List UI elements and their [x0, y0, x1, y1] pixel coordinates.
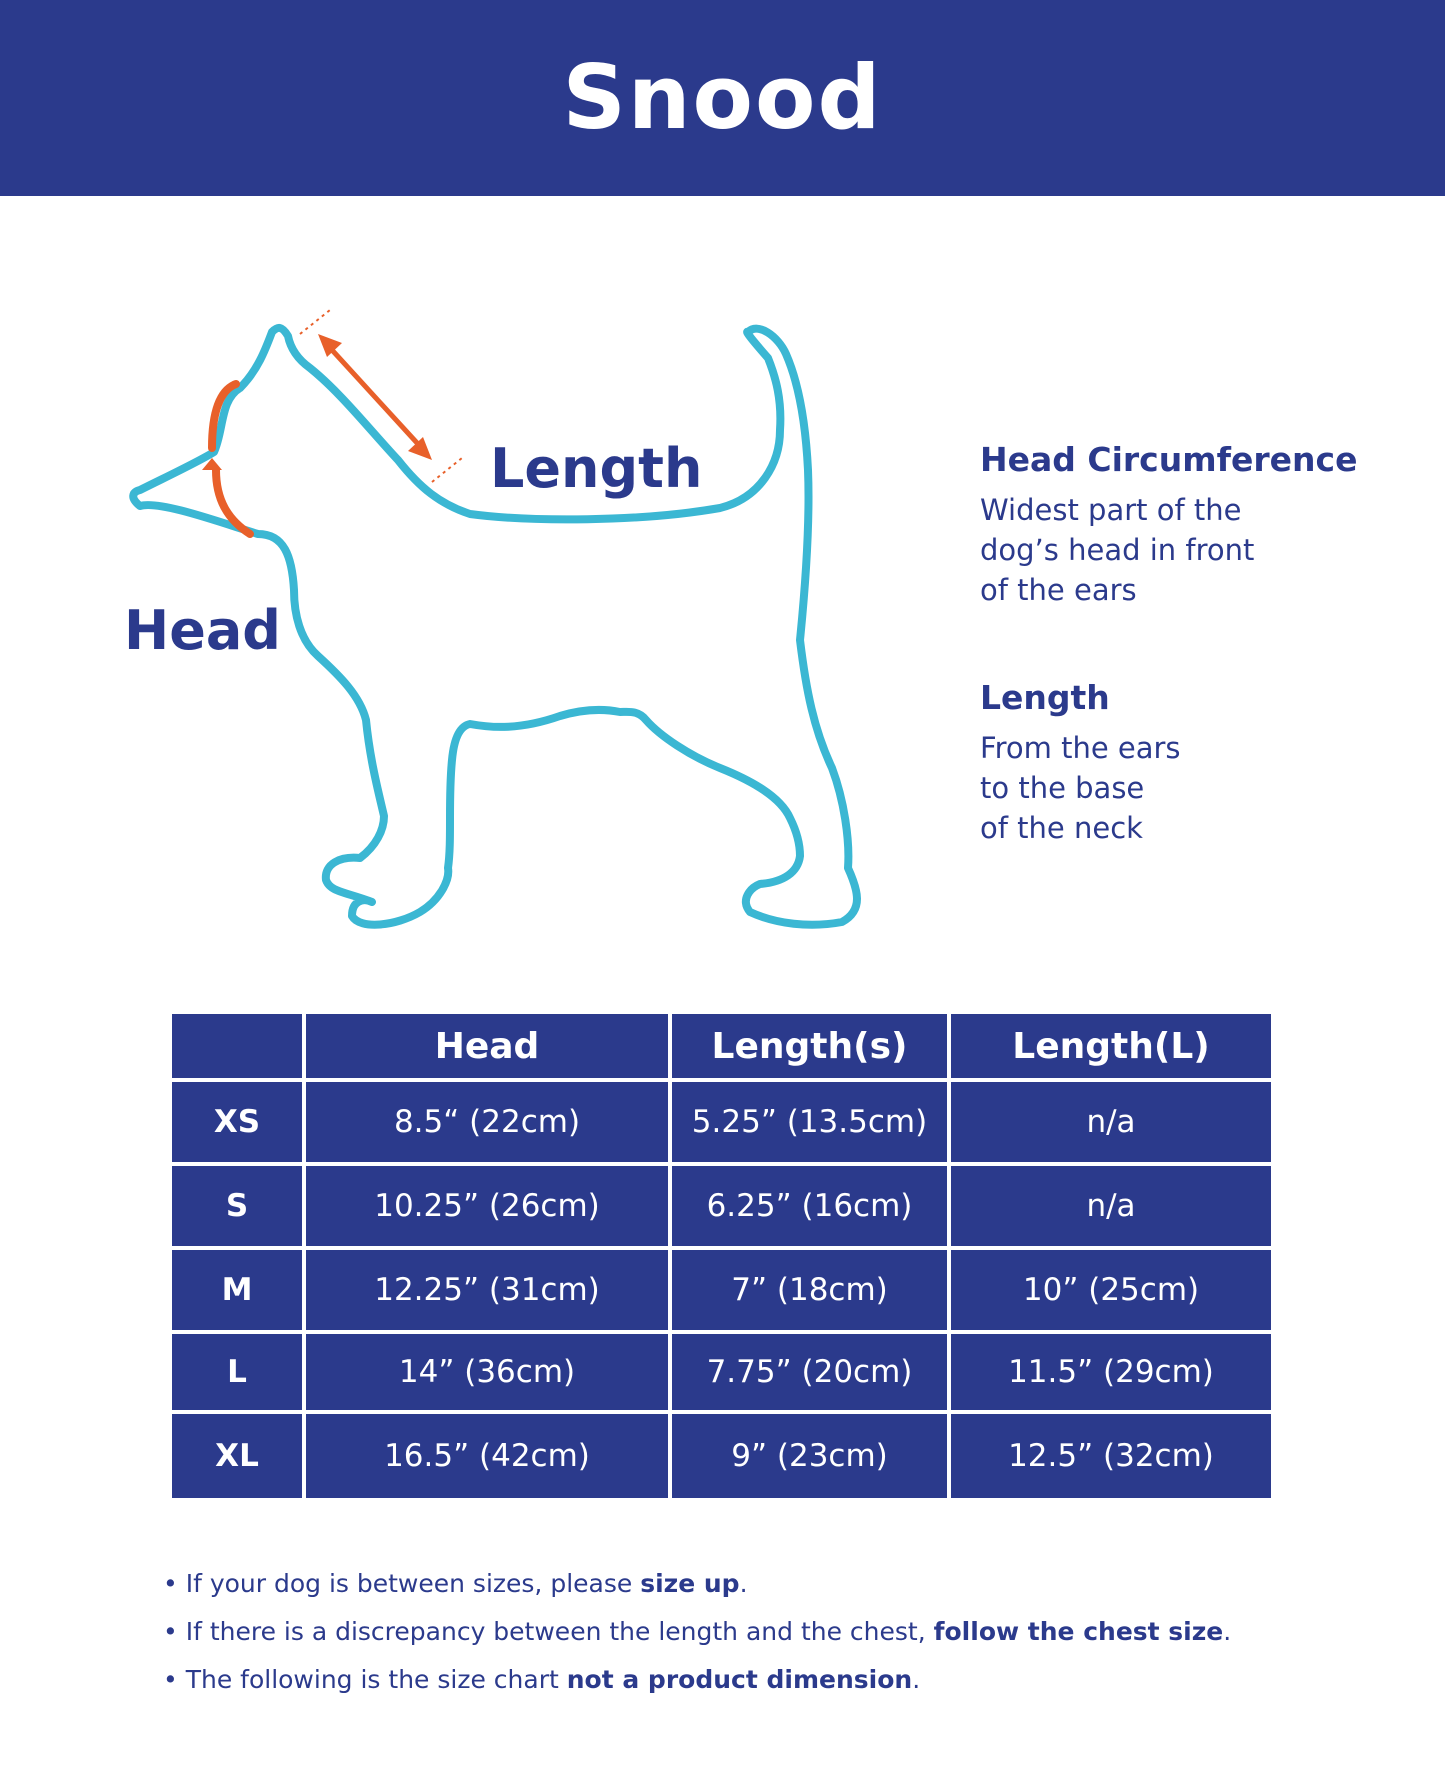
header-size — [172, 1014, 302, 1078]
description-line: to the base — [980, 770, 1145, 805]
table-header-row — [172, 1014, 1271, 1078]
size-cell: S — [172, 1166, 302, 1246]
description-line: dog’s head in front — [980, 532, 1255, 567]
length-l-cell: n/a — [951, 1082, 1271, 1162]
head-cell: 16.5” (42cm) — [306, 1414, 668, 1498]
note-emphasis: not a product dimension — [566, 1665, 913, 1694]
head-circumference-title: Head Circumference — [980, 440, 1358, 479]
length-s-cell: 5.25” (13.5cm) — [672, 1082, 947, 1162]
length-s-cell: 7.75” (20cm) — [672, 1334, 947, 1410]
header-banner — [0, 0, 1445, 196]
note-text: If your dog is between sizes, please — [185, 1569, 641, 1598]
table-row — [172, 1082, 1271, 1162]
note-emphasis: follow the chest size — [933, 1617, 1224, 1646]
head-cell: 10.25” (26cm) — [306, 1166, 668, 1246]
note-suffix: . — [1223, 1617, 1232, 1646]
table-row — [172, 1334, 1271, 1410]
table-row — [172, 1414, 1271, 1498]
length-arrow-icon — [318, 334, 432, 460]
head-cell: 14” (36cm) — [306, 1334, 668, 1410]
page-title: Snood — [562, 46, 883, 149]
size-cell: M — [172, 1250, 302, 1330]
length-description — [980, 678, 1420, 848]
note-emphasis: size up — [640, 1569, 740, 1598]
note-item — [163, 1608, 1231, 1656]
head-cell: 8.5“ (22cm) — [306, 1082, 668, 1162]
description-line: of the ears — [980, 572, 1137, 607]
length-l-cell: 10” (25cm) — [951, 1250, 1271, 1330]
length-title: Length — [980, 678, 1110, 717]
length-l-cell: n/a — [951, 1166, 1271, 1246]
head-cell: 12.25” (31cm) — [306, 1250, 668, 1330]
header-length-s: Length(s) — [672, 1014, 947, 1078]
table-row — [172, 1250, 1271, 1330]
length-label: Length — [490, 437, 703, 500]
header-head: Head — [306, 1014, 668, 1078]
size-cell: L — [172, 1334, 302, 1410]
bullet-icon: • — [163, 1617, 186, 1646]
note-item — [163, 1656, 1231, 1704]
description-line: of the neck — [980, 810, 1143, 845]
length-s-cell: 6.25” (16cm) — [672, 1166, 947, 1246]
note-suffix: . — [739, 1569, 748, 1598]
note-suffix: . — [912, 1665, 921, 1694]
note-text: If there is a discrepancy between the length and the chest, — [185, 1617, 934, 1646]
length-l-cell: 12.5” (32cm) — [951, 1414, 1271, 1498]
head-circumference-description — [980, 440, 1420, 610]
size-chart-table — [168, 1010, 1275, 1502]
length-s-cell: 9” (23cm) — [672, 1414, 947, 1498]
notes-list — [163, 1560, 1231, 1704]
length-s-cell: 7” (18cm) — [672, 1250, 947, 1330]
head-label: Head — [124, 599, 281, 662]
table-row — [172, 1166, 1271, 1246]
bullet-icon: • — [163, 1569, 186, 1598]
description-line: Widest part of the — [980, 492, 1242, 527]
size-cell: XL — [172, 1414, 302, 1498]
size-cell: XS — [172, 1082, 302, 1162]
description-line: From the ears — [980, 730, 1181, 765]
header-length-l: Length(L) — [951, 1014, 1271, 1078]
note-item — [163, 1560, 1231, 1608]
length-l-cell: 11.5” (29cm) — [951, 1334, 1271, 1410]
note-text: The following is the size chart — [185, 1665, 567, 1694]
bullet-icon: • — [163, 1665, 186, 1694]
